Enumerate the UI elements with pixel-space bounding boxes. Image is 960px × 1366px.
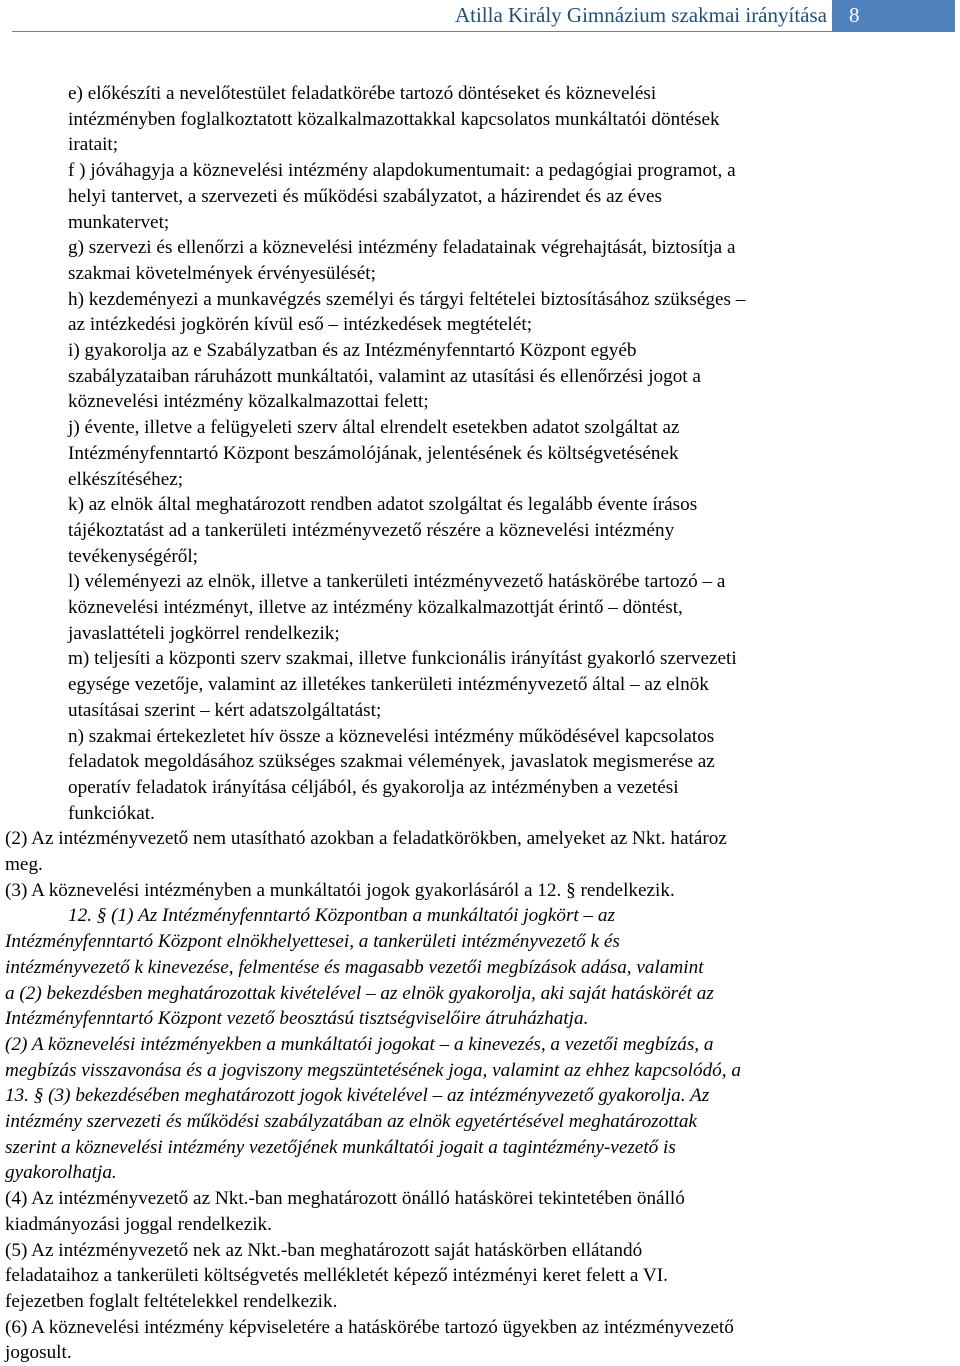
text-line: Intézményfenntartó Központ vezető beosztású tisztségviselőire átruházhatja.: [5, 1008, 589, 1030]
text-line: feladataihoz a tankerületi költségvetés mellékletét képező intézményi keret felett a VI.: [5, 1265, 668, 1287]
page-number: 8: [849, 3, 860, 27]
text-line: n) szakmai értekezletet hív össze a köznevelési intézmény működésével kapcsolatos: [68, 725, 715, 747]
text-line: 12. § (1) Az Intézményfenntartó Központban a munkáltatói jogkört – az: [68, 905, 615, 927]
text-line: köznevelési intézmény közalkalmazottai felett;: [68, 391, 429, 413]
text-line: h) kezdeményezi a munkavégzés személyi és tárgyi feltételei biztosításához szükséges –: [68, 288, 746, 310]
text-line: (2) Az intézményvezető nem utasítható azokban a feladatkörökben, amelyeket az Nkt. határoz: [5, 828, 727, 850]
text-line: intézmény szervezeti és működési szabályzatában az elnök egyetértésével meghatározottak: [5, 1111, 697, 1132]
text-line: j) évente, illetve a felügyeleti szerv által elrendelt esetekben adatot szolgáltat az: [68, 417, 680, 439]
text-line: Intézményfenntartó Központ elnökhelyettesei, a tankerületi intézményvezető k és: [5, 931, 620, 953]
text-line: helyi tantervet, a szervezeti és működési szabályzatot, a házirendet és az éves: [68, 185, 662, 207]
text-line: (3) A köznevelési intézményben a munkáltatói jogok gyakorlásáról a 12. § rendelkezik.: [5, 879, 675, 901]
header-title: Atilla Király Gimnázium szakmai irányítása: [454, 3, 827, 27]
text-line: szerint a köznevelési intézmény vezetőjének munkáltatói jogait a tagintézmény-vezető is: [5, 1136, 676, 1158]
text-line: tájékoztatást ad a tankerületi intézményvezető részére a köznevelési intézmény: [68, 519, 675, 541]
text-line: elkészítéséhez;: [68, 468, 184, 490]
text-line: m) teljesíti a központi szerv szakmai, illetve funkcionális irányítást gyakorló szervezeti: [68, 648, 737, 670]
text-line: kiadmányozási joggal rendelkezik.: [5, 1213, 272, 1235]
text-line: a (2) bekezdésben meghatározottak kivételével – az elnök gyakorolja, aki saját hatáskörét az: [5, 982, 714, 1004]
text-line: gyakorolhatja.: [5, 1162, 117, 1184]
text-line: az intézkedési jogkörén kívül eső – intézkedések megtételét;: [68, 314, 533, 336]
text-line: f ) jóváhagyja a köznevelési intézmény alapdokumentumait: a pedagógiai programot, a: [68, 160, 736, 182]
text-line: funkciókat.: [68, 802, 155, 824]
text-line: g) szervezi és ellenőrzi a köznevelési intézmény feladatainak végrehajtását, biztosítja a: [68, 237, 736, 259]
text-line: utasításai szerint – kért adatszolgáltatást;: [68, 699, 382, 721]
text-line: tevékenységéről;: [68, 545, 198, 567]
text-line: meg.: [5, 854, 43, 875]
text-line: fejezetben foglalt feltételekkel rendelkezik.: [5, 1290, 338, 1312]
text-line: e) előkészíti a nevelőtestület feladatkörébe tartozó döntéseket és köznevelési: [68, 83, 657, 104]
text-line: (6) A köznevelési intézmény képviseletére a hatáskörébe tartozó ügyekben az intézményvezető: [5, 1316, 734, 1338]
text-line: i) gyakorolja az e Szabályzatban és az Intézményfenntartó Központ egyéb: [68, 340, 637, 361]
text-line: (2) A köznevelési intézményekben a munkáltatói jogokat – a kinevezés, a vezetői megbízás, a: [5, 1033, 714, 1055]
text-line: intézményben foglalkoztatott közalkalmazottakkal kapcsolatos munkáltatói döntések: [68, 108, 720, 130]
text-line: munkatervet;: [68, 211, 170, 233]
text-line: köznevelési intézményt, illetve az intézmény közalkalmazottját érintő – döntést,: [68, 597, 683, 618]
text-line: megbízás visszavonása és a jogviszony megszüntetésének joga, valamint az ehhez kapcsolódó, a: [5, 1059, 741, 1081]
text-line: (4) Az intézményvezető az Nkt.-ban meghatározott önálló hatáskörei tekintetében önálló: [5, 1188, 685, 1210]
page-header: [0, 0, 960, 34]
text-line: feladatok megoldásához szükséges szakmai vélemények, javaslatok megismerése az: [68, 751, 715, 773]
text-line: intézményvezető k kinevezése, felmentése és magasabb vezetői megbízások adása, valamint: [5, 956, 704, 978]
text-line: l) véleményezi az elnök, illetve a tankerületi intézményvezető hatáskörébe tartozó – a: [68, 571, 726, 593]
header-rule: [12, 31, 832, 32]
text-line: javaslattételi jogkörrel rendelkezik;: [68, 622, 340, 644]
text-line: Intézményfenntartó Központ beszámolójának, jelentésének és költségvetésének: [68, 442, 679, 464]
text-line: egysége vezetője, valamint az illetékes tankerületi intézményvezető által – az elnök: [68, 674, 709, 696]
text-line: szabályzataiban ráruházott munkáltatói, valamint az utasítási és ellenőrzési jogot a: [68, 365, 701, 387]
text-line: 13. § (3) bekezdésében meghatározott jogok kivételével – az intézményvezető gyakorolja. Az: [5, 1085, 710, 1107]
text-line: iratait;: [68, 134, 119, 156]
page-number-box: [832, 0, 955, 32]
text-line: szakmai követelmények érvényesülését;: [68, 262, 376, 284]
text-line: operatív feladatok irányítása céljából, és gyakorolja az intézményben a vezetési: [68, 776, 679, 798]
text-line: jogosult.: [5, 1342, 72, 1364]
text-line: (5) Az intézményvezető nek az Nkt.-ban meghatározott saját hatáskörben ellátandó: [5, 1239, 643, 1261]
text-line: k) az elnök által meghatározott rendben adatot szolgáltat és legalább évente írásos: [68, 494, 698, 516]
